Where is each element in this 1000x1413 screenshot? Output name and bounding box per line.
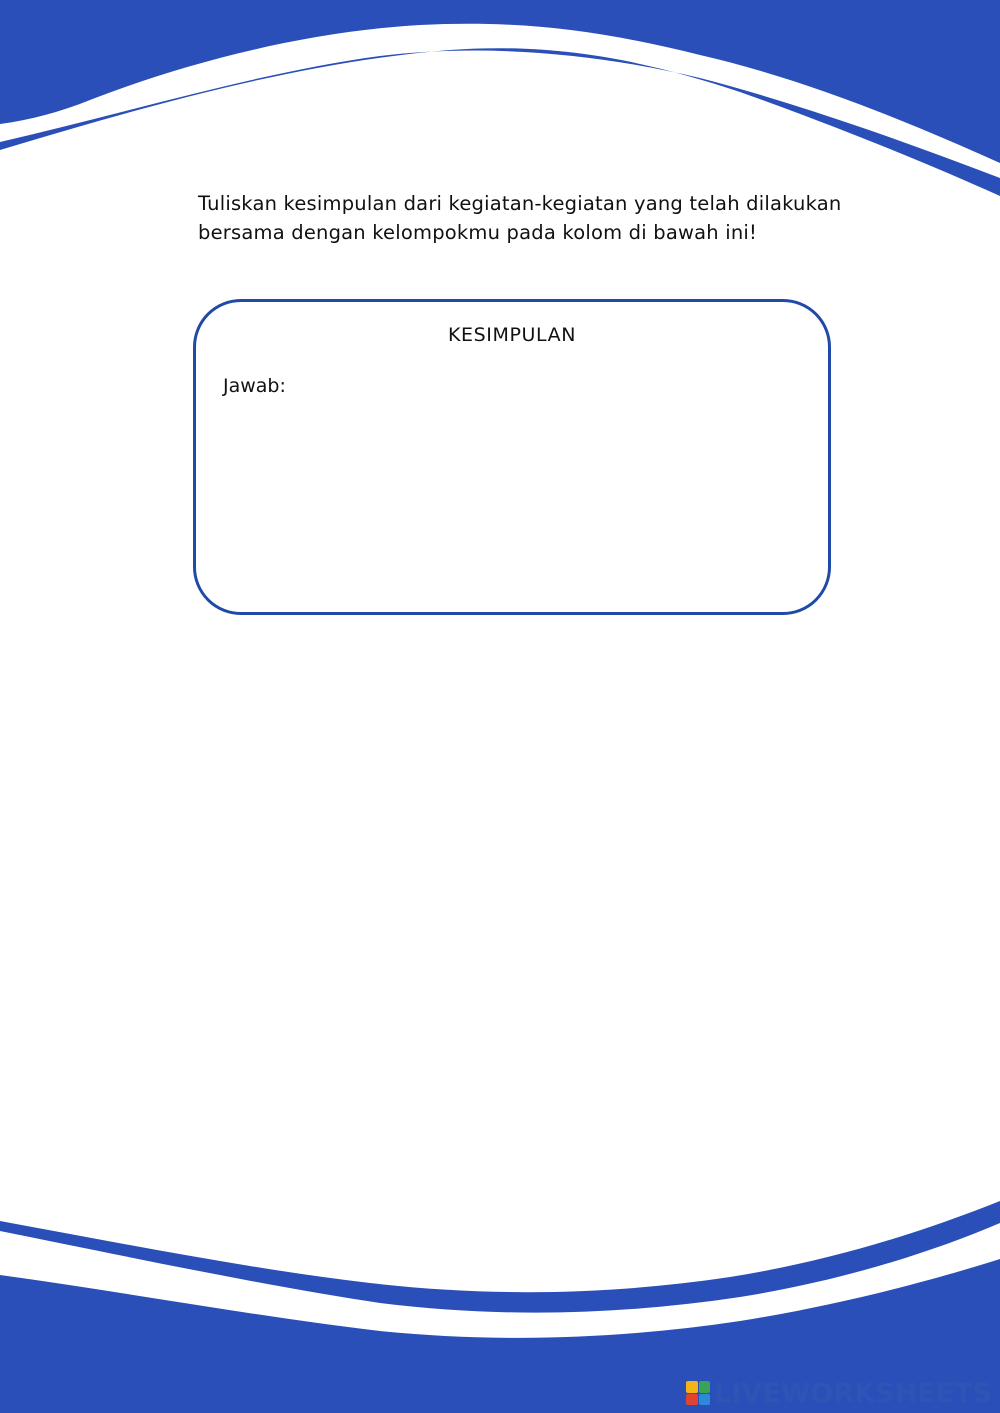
watermark-text: LIVEWORKSHEETS: [714, 1377, 992, 1409]
answer-input-area[interactable]: [223, 407, 801, 588]
conclusion-box: [193, 299, 831, 615]
liveworksheets-logo-icon: [686, 1381, 710, 1405]
box-title: KESIMPULAN: [447, 324, 577, 346]
liveworksheets-watermark: [686, 1379, 992, 1407]
top-wave-decoration: [0, 0, 1000, 210]
answer-label: Jawab:: [223, 375, 286, 397]
instruction-text: Tuliskan kesimpulan dari kegiatan-kegiatan yang telah dilakukan bersama dengan kelompokmu pada kolom di bawah ini!: [198, 192, 842, 244]
